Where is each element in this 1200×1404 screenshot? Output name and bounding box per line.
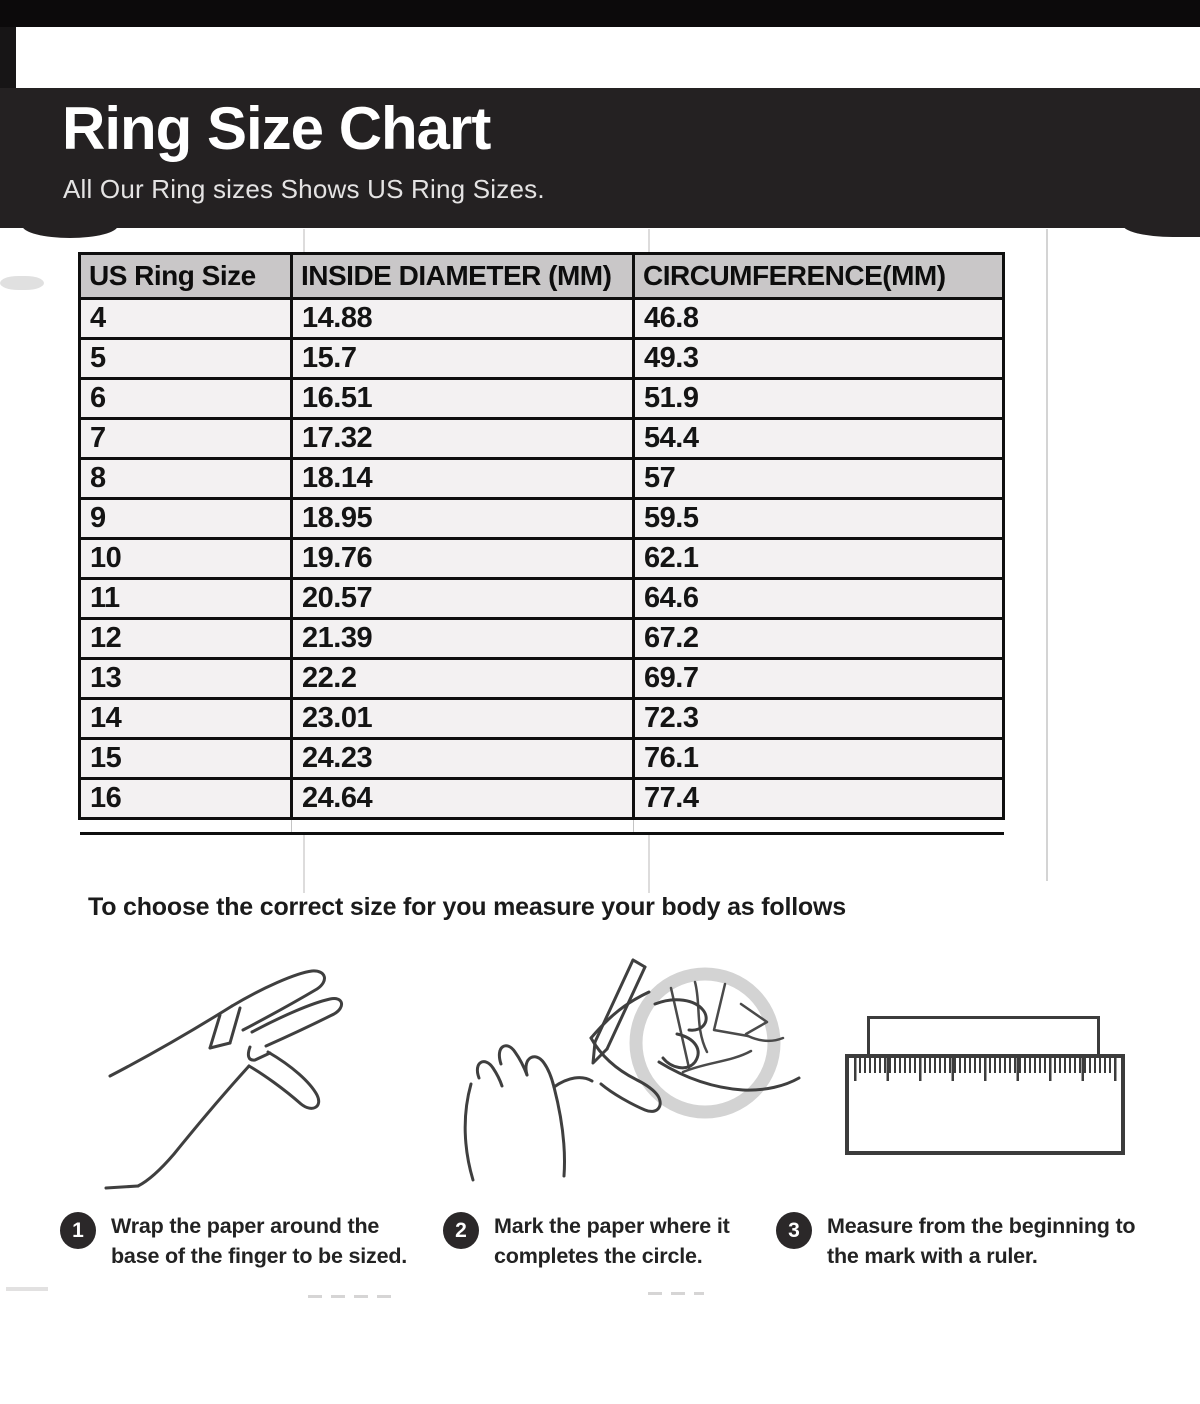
table-cell: 17.32 — [292, 419, 634, 459]
table-row — [80, 699, 1004, 739]
step-1-badge: 1 — [60, 1212, 96, 1249]
empty-cell — [634, 819, 1004, 834]
table-cell: 22.2 — [292, 659, 634, 699]
table-row — [80, 339, 1004, 379]
step-line: Mark the paper where it — [494, 1214, 730, 1238]
ring-size-table — [78, 252, 1005, 835]
table-cell: 15.7 — [292, 339, 634, 379]
ruler-body — [845, 1054, 1125, 1155]
table-cell: 51.9 — [634, 379, 1004, 419]
table-cell: 21.39 — [292, 619, 634, 659]
table-cell: 7 — [80, 419, 292, 459]
table-cell: 13 — [80, 659, 292, 699]
table-row — [80, 739, 1004, 779]
step-line: Wrap the paper around the — [111, 1214, 380, 1238]
table-row — [80, 579, 1004, 619]
column-header-circumference: CIRCUMFERENCE(MM) — [634, 254, 1004, 299]
table-cell: 69.7 — [634, 659, 1004, 699]
header-band — [0, 88, 1200, 228]
table-cell: 8 — [80, 459, 292, 499]
step-3 — [776, 1211, 1181, 1271]
table-row — [80, 539, 1004, 579]
ruler-with-paper-icon — [845, 1008, 1125, 1158]
step-3-text — [827, 1211, 1135, 1271]
step-line: completes the circle. — [494, 1244, 703, 1269]
table-cell: 54.4 — [634, 419, 1004, 459]
band-edge-left — [22, 224, 118, 238]
empty-cell — [80, 819, 292, 834]
table-cell: 20.57 — [292, 579, 634, 619]
table-row — [80, 779, 1004, 819]
table-cell: 18.14 — [292, 459, 634, 499]
step-line: the mark with a ruler. — [827, 1244, 1038, 1269]
table-cell: 24.23 — [292, 739, 634, 779]
table-cell: 77.4 — [634, 779, 1004, 819]
table-cell: 49.3 — [634, 339, 1004, 379]
table-cell: 16.51 — [292, 379, 634, 419]
ruler-ticks-long — [854, 1058, 1117, 1081]
step-3-badge: 3 — [776, 1212, 812, 1249]
scan-dash — [6, 1287, 48, 1291]
scan-smudge — [0, 276, 44, 290]
step-2 — [443, 1211, 778, 1271]
column-header-inside-diameter: INSIDE DIAMETER (MM) — [292, 254, 634, 299]
step-2-text — [494, 1211, 730, 1271]
top-left-dark-block — [0, 27, 16, 89]
table-row — [80, 299, 1004, 339]
step-line: Measure from the beginning to — [827, 1214, 1136, 1238]
table-cell: 10 — [80, 539, 292, 579]
step-2-badge: 2 — [443, 1212, 479, 1249]
table-empty-row — [80, 819, 1004, 834]
table-cell: 6 — [80, 379, 292, 419]
table-cell: 64.6 — [634, 579, 1004, 619]
table-cell: 24.64 — [292, 779, 634, 819]
empty-cell — [292, 819, 634, 834]
table-cell: 14.88 — [292, 299, 634, 339]
table-cell: 67.2 — [634, 619, 1004, 659]
table-cell: 62.1 — [634, 539, 1004, 579]
table-cell: 9 — [80, 499, 292, 539]
step-1-text — [111, 1211, 407, 1271]
top-black-bar — [0, 0, 1200, 27]
table-row — [80, 459, 1004, 499]
table-cell: 46.8 — [634, 299, 1004, 339]
table-cell: 72.3 — [634, 699, 1004, 739]
table-cell: 19.76 — [292, 539, 634, 579]
background-fold-line — [1046, 229, 1048, 881]
scan-dash — [648, 1292, 704, 1295]
table-row — [80, 379, 1004, 419]
table-row — [80, 619, 1004, 659]
ring-size-table-body — [80, 299, 1004, 819]
table-cell: 16 — [80, 779, 292, 819]
band-edge-right — [1122, 224, 1200, 237]
table-cell: 76.1 — [634, 739, 1004, 779]
table-row — [80, 419, 1004, 459]
table-cell: 14 — [80, 699, 292, 739]
table-cell: 57 — [634, 459, 1004, 499]
page-title: Ring Size Chart — [62, 95, 491, 162]
measure-instruction: To choose the correct size for you measure your body as follows — [88, 893, 846, 921]
step-line: base of the finger to be sized. — [111, 1244, 408, 1269]
table-cell: 4 — [80, 299, 292, 339]
white-strip — [16, 28, 1200, 88]
scan-dash — [308, 1295, 396, 1298]
table-cell: 5 — [80, 339, 292, 379]
table-cell: 11 — [80, 579, 292, 619]
paper-strip — [867, 1016, 1100, 1058]
table-row — [80, 659, 1004, 699]
hand-marking-pencil-icon — [443, 946, 805, 1208]
table-cell: 15 — [80, 739, 292, 779]
table-cell: 23.01 — [292, 699, 634, 739]
table-row — [80, 499, 1004, 539]
column-header-us-ring-size: US Ring Size — [80, 254, 292, 299]
step-1 — [60, 1211, 448, 1271]
table-cell: 12 — [80, 619, 292, 659]
table-header-row — [80, 254, 1004, 299]
table-cell: 18.95 — [292, 499, 634, 539]
hand-with-paper-icon — [100, 958, 455, 1198]
table-cell: 59.5 — [634, 499, 1004, 539]
page-subtitle: All Our Ring sizes Shows US Ring Sizes. — [63, 174, 545, 204]
